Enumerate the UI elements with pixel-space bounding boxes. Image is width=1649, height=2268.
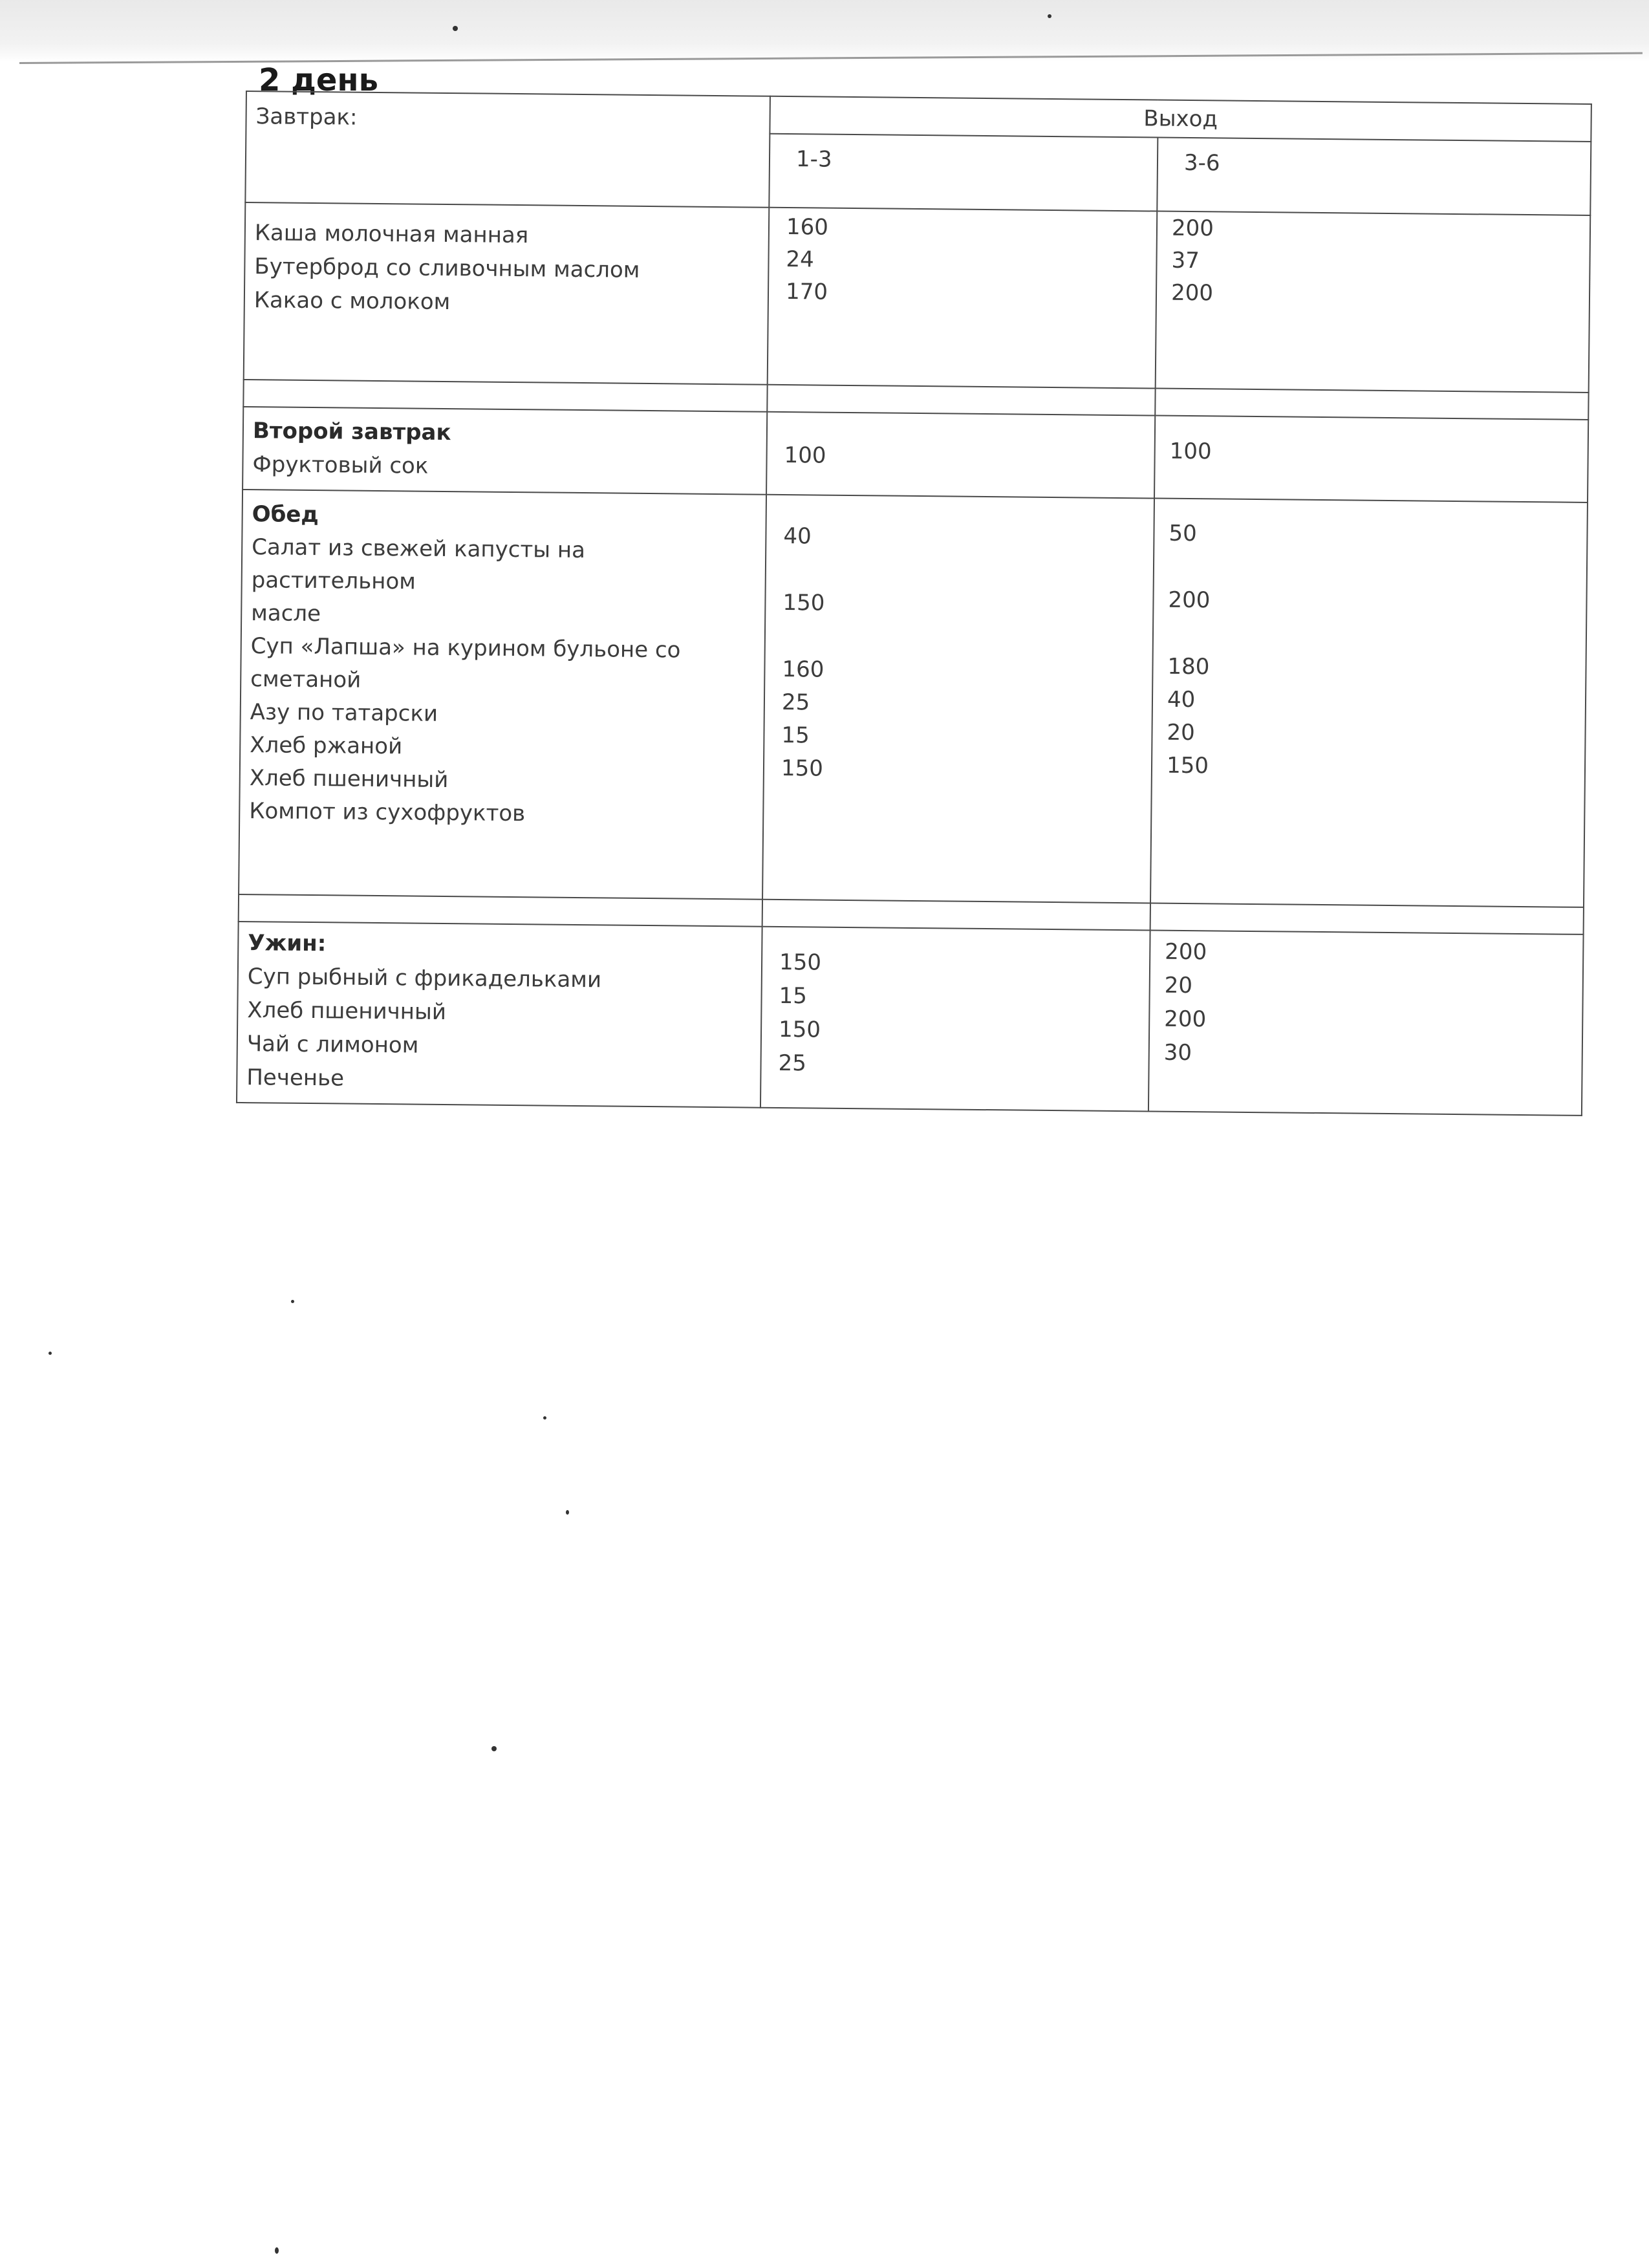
dish-name: Бутерброд со сливочным маслом: [254, 254, 640, 283]
meal-header-cell: [245, 91, 770, 208]
lunch-items-cell: [239, 490, 766, 900]
portion-value: 15: [779, 982, 808, 1010]
breakfast-values-3-6: [1156, 211, 1591, 393]
scan-shadow: [0, 0, 1649, 62]
breakfast-items-cell: [244, 202, 770, 385]
dinner-row: [237, 922, 1584, 1116]
dust-speck: [543, 1416, 546, 1420]
portion-value: 150: [781, 755, 824, 782]
portion-value: 180: [1167, 653, 1210, 680]
portion-value: 150: [782, 590, 825, 616]
dust-speck: [491, 1746, 497, 1751]
spacer-cell: [1150, 903, 1584, 934]
row-gap: [1168, 617, 1577, 654]
portion-value: 100: [1169, 438, 1212, 465]
dust-speck: [275, 2247, 279, 2254]
breakfast-row: [244, 202, 1591, 393]
dish-name: Азу по татарски: [250, 699, 438, 727]
spacer-cell: [762, 900, 1150, 931]
portion-value: 170: [785, 279, 828, 305]
lunch-row: [239, 490, 1588, 907]
spacer-cell: [767, 385, 1155, 416]
portion-value: 24: [786, 246, 814, 273]
dish-name: Печенье: [246, 1064, 345, 1092]
dish-name: Суп рыбный с фрикадельками: [247, 964, 602, 993]
dust-speck: [291, 1300, 294, 1303]
second-breakfast-row: [242, 407, 1588, 502]
dinner-values-3-6: [1148, 930, 1584, 1115]
second-breakfast-items-cell: [242, 407, 767, 495]
portion-value: 160: [786, 214, 829, 241]
portion-value: 200: [1165, 938, 1207, 966]
dish-name: Хлеб пшеничный: [247, 997, 447, 1026]
dish-name: Хлеб пшеничный: [249, 765, 449, 794]
portion-value: 150: [779, 949, 822, 976]
portion-value: 200: [1170, 279, 1214, 307]
second-breakfast-values-3-6: [1154, 416, 1588, 502]
breakfast-values-1-3: [768, 208, 1158, 389]
lunch-values-1-3: [762, 495, 1154, 903]
dish-name-continued: сметаной: [250, 666, 361, 693]
portion-value: 160: [782, 656, 824, 683]
portion-value: 150: [1166, 752, 1209, 779]
dish-name: Хлеб ржаной: [250, 732, 403, 760]
menu-table-wrapper: [236, 91, 1591, 1116]
portion-value: 25: [781, 689, 810, 716]
spacer-cell: [1155, 389, 1588, 420]
dinner-values-1-3: [760, 927, 1150, 1112]
portion-value: 30: [1163, 1039, 1192, 1066]
row-gap: [783, 553, 1144, 590]
portion-value: 20: [1164, 972, 1193, 999]
menu-table: [236, 91, 1592, 1116]
section-title: Ужин:: [248, 930, 327, 957]
portion-value: 25: [778, 1050, 807, 1077]
age-group-label: 1-3: [795, 146, 832, 173]
dust-speck: [1048, 14, 1051, 18]
output-label: Выход: [1143, 105, 1218, 133]
row-gap: [1169, 550, 1577, 588]
age-header-1-3: [769, 134, 1158, 211]
dish-name-continued: масле: [251, 600, 321, 627]
portion-value: 200: [1168, 587, 1211, 614]
portion-value: 150: [778, 1016, 821, 1043]
portion-value: 50: [1169, 520, 1197, 547]
portion-value: 200: [1164, 1006, 1207, 1033]
portion-value: 200: [1171, 215, 1214, 242]
page-title: 2 день: [259, 62, 378, 98]
section-title: Обед: [252, 501, 319, 528]
portion-value: 40: [783, 523, 812, 550]
lunch-values-3-6: [1150, 499, 1588, 907]
dish-name: Фруктовый сок: [252, 451, 429, 479]
portion-value: 20: [1167, 719, 1195, 746]
second-breakfast-values-1-3: [766, 412, 1155, 499]
dust-speck: [566, 1510, 569, 1515]
dish-name: Чай с лимоном: [246, 1031, 419, 1059]
dust-speck: [453, 26, 458, 31]
age-header-3-6: [1157, 138, 1591, 215]
portion-value: 37: [1171, 247, 1200, 274]
portion-value: 40: [1167, 686, 1196, 713]
portion-value: 15: [781, 722, 810, 749]
age-group-label: 3-6: [1183, 149, 1220, 177]
header-row-output: [246, 91, 1591, 142]
dish-name: Какао с молоком: [253, 287, 451, 316]
dish-name: Компот из сухофруктов: [249, 798, 526, 827]
dish-name: Каша молочная манная: [254, 220, 529, 249]
section-title: Второй завтрак: [252, 418, 451, 446]
portion-value: 100: [784, 442, 826, 469]
dinner-items-cell: [237, 922, 762, 1108]
dish-name: Суп «Лапша» на курином бульоне со: [250, 633, 681, 664]
dust-speck: [48, 1352, 52, 1355]
row-gap: [782, 620, 1143, 656]
breakfast-label: Завтрак:: [255, 103, 358, 131]
dish-name: Салат из свежей капусты на растительном: [251, 534, 586, 595]
